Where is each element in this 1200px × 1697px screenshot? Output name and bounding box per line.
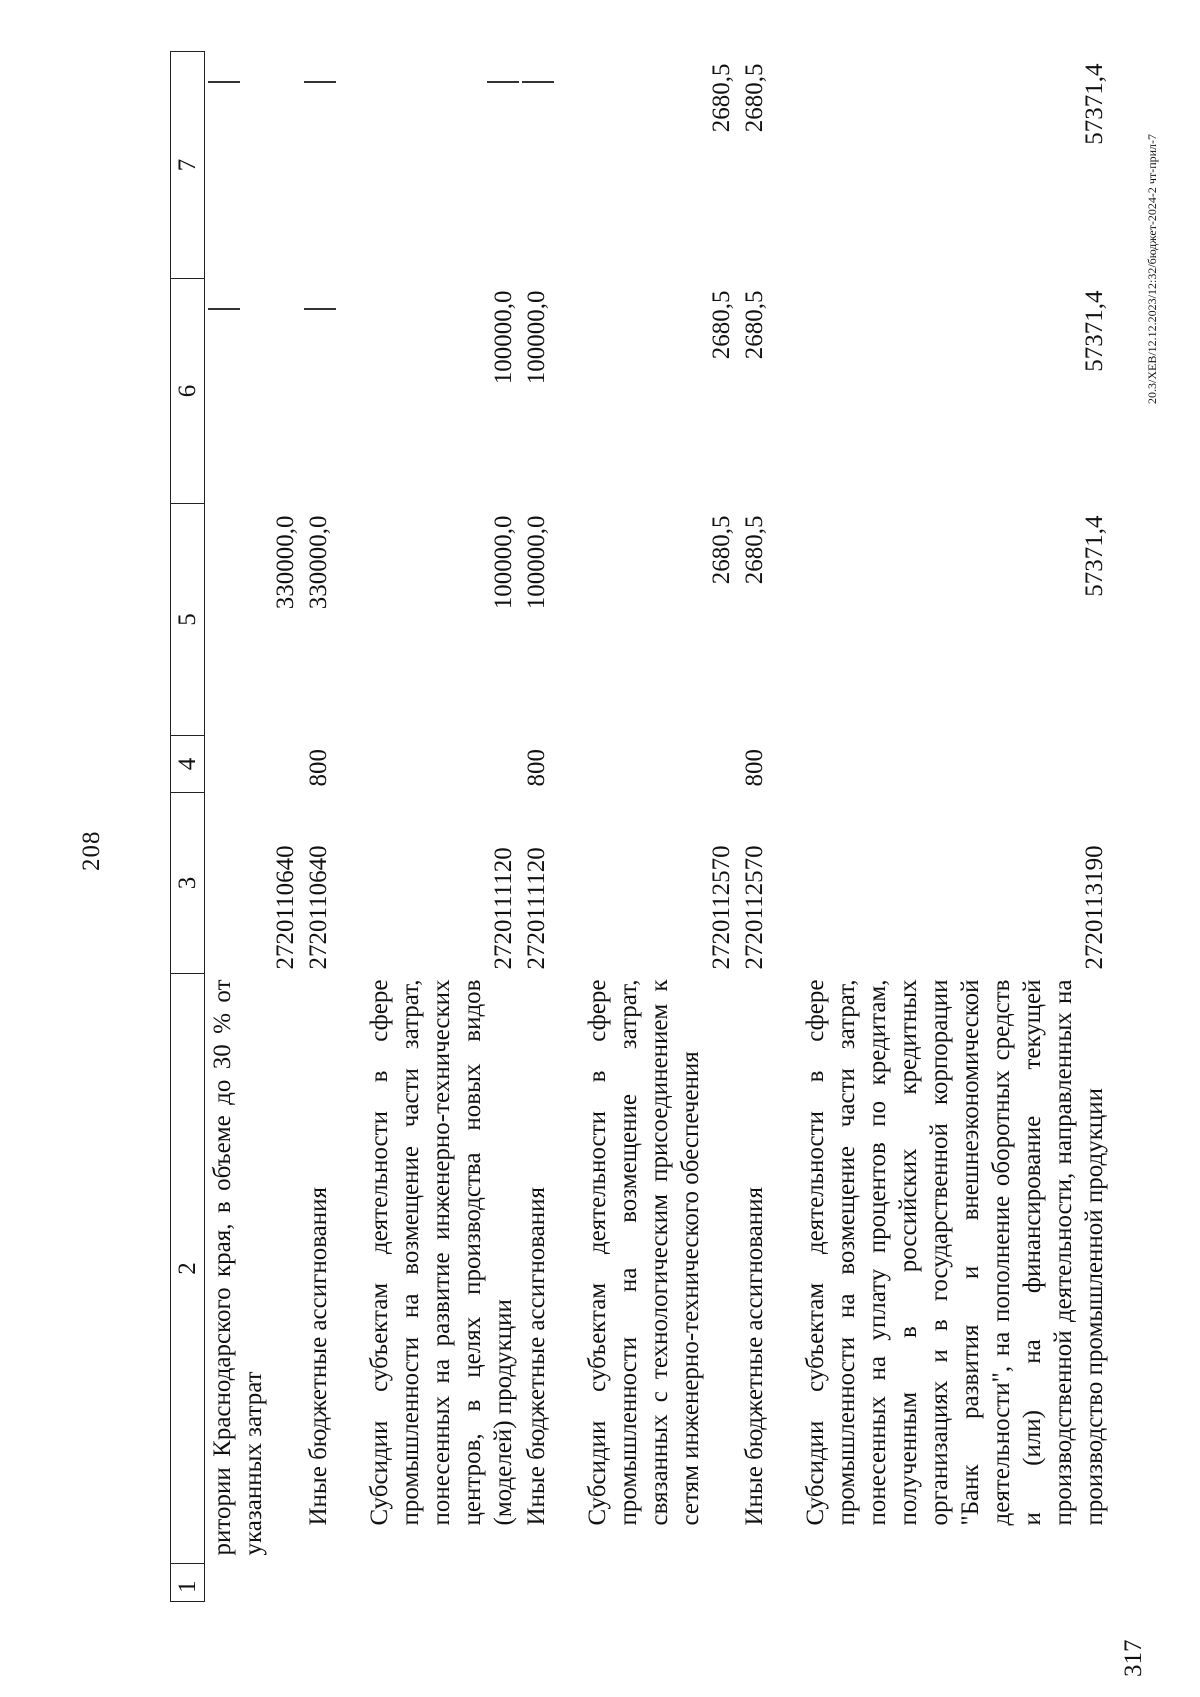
row-value-5: 100000,0 — [489, 515, 517, 610]
row-code: 2720113190 — [1080, 845, 1108, 970]
row-group: 800 — [304, 749, 332, 787]
row-value-6 — [205, 279, 301, 504]
row-value-5: 330000,0 — [271, 515, 299, 610]
column-header-6: 6 — [171, 279, 205, 504]
row-description: Иные бюджетные ассигнования — [522, 1186, 550, 1526]
row-description: Иные бюджетные ассигнования — [304, 1186, 332, 1526]
row-group: 800 — [522, 749, 550, 787]
row-description: Субсидии субъектам деятельности в сфере промышленности на возмещение части затрат, понесенных на развитие инженерно-технических центров, в целях производства новых видов (моделей) продукции — [365, 979, 517, 1526]
row-description: Субсидии субъектам деятельности в сфере промышленности на возмещение части затрат, понесенных на уплату процентов по кредитам, полученным в российских кредитных организациях и в государственной корпорации "Банк развития и внешнеэкономической деятельности", на пополнение оборотных средств и (или) на финансирование текущей производственной деятельности, направленных на производство промышленной продукции — [801, 979, 1108, 1526]
row-value-5: 100000,0 — [522, 515, 550, 610]
column-header-7: 7 — [171, 52, 205, 279]
column-header-2: 2 — [171, 974, 205, 1564]
column-header-4: 4 — [171, 736, 205, 793]
row-value-7 — [519, 52, 580, 279]
row-code: 2720112570 — [707, 845, 735, 970]
row-group — [362, 736, 519, 793]
row-description: Иные бюджетные ассигнования — [740, 1186, 768, 1526]
row-group: 800 — [740, 749, 768, 787]
row-code: 2720112570 — [740, 845, 768, 970]
table-row — [362, 52, 519, 1602]
row-value-5: 2680,5 — [707, 515, 735, 585]
row-value-6: 2680,5 — [707, 290, 735, 360]
row-description: ритории Краснодарского края, в объеме до 30 % от указанных затрат — [209, 979, 267, 1556]
document-code: 20.3/ХЕВ/12.12.2023/12:32/бюджет-2024-2 чт-прил-7 — [1145, 133, 1159, 404]
dash-mark — [208, 309, 240, 311]
row-value-7: 57371,4 — [1080, 63, 1108, 145]
row-group — [798, 736, 1110, 793]
column-header-5: 5 — [171, 504, 205, 736]
row-code: 2720110640 — [304, 845, 332, 970]
table-row — [737, 52, 798, 1602]
row-code: 2720111120 — [522, 847, 550, 970]
table-row — [205, 52, 301, 1602]
column-header-3: 3 — [171, 793, 205, 974]
row-value-7 — [362, 52, 519, 279]
row-value-5: 330000,0 — [304, 515, 332, 610]
budget-table — [170, 51, 1110, 1602]
dash-mark — [522, 82, 554, 84]
row-value-6: 57371,4 — [1080, 290, 1108, 372]
row-value-7 — [205, 52, 301, 279]
row-value-5: 2680,5 — [740, 515, 768, 585]
row-value-5: 57371,4 — [1080, 515, 1108, 597]
row-value-7: 2680,5 — [707, 63, 735, 133]
sheet-number: 317 — [1120, 1639, 1147, 1677]
row-value-6: 100000,0 — [489, 290, 517, 385]
row-code: 2720110640 — [271, 845, 299, 970]
row-description: Субсидии субъектам деятельности в сфере промышленности на возмещение затрат, связанных с технологическим присоединением к сетям инженерно-технического обеспечения — [583, 979, 704, 1526]
dash-mark — [304, 82, 336, 84]
column-header-1: 1 — [171, 1564, 205, 1602]
row-value-6 — [301, 279, 362, 504]
dash-mark — [208, 82, 240, 84]
row-value-7: 2680,5 — [740, 63, 768, 133]
row-group — [580, 736, 737, 793]
dash-mark — [304, 309, 336, 311]
row-value-6: 100000,0 — [522, 290, 550, 385]
table-row — [580, 52, 737, 1602]
row-value-7 — [301, 52, 362, 279]
table-row — [519, 52, 580, 1602]
table-header-row — [171, 52, 205, 1602]
row-code: 2720111120 — [489, 847, 517, 970]
row-group — [205, 736, 301, 793]
row-value-6: 2680,5 — [740, 290, 768, 360]
table-row — [301, 52, 362, 1602]
dash-mark — [487, 82, 519, 84]
table-row — [798, 52, 1110, 1602]
page-number: 208 — [78, 830, 105, 871]
